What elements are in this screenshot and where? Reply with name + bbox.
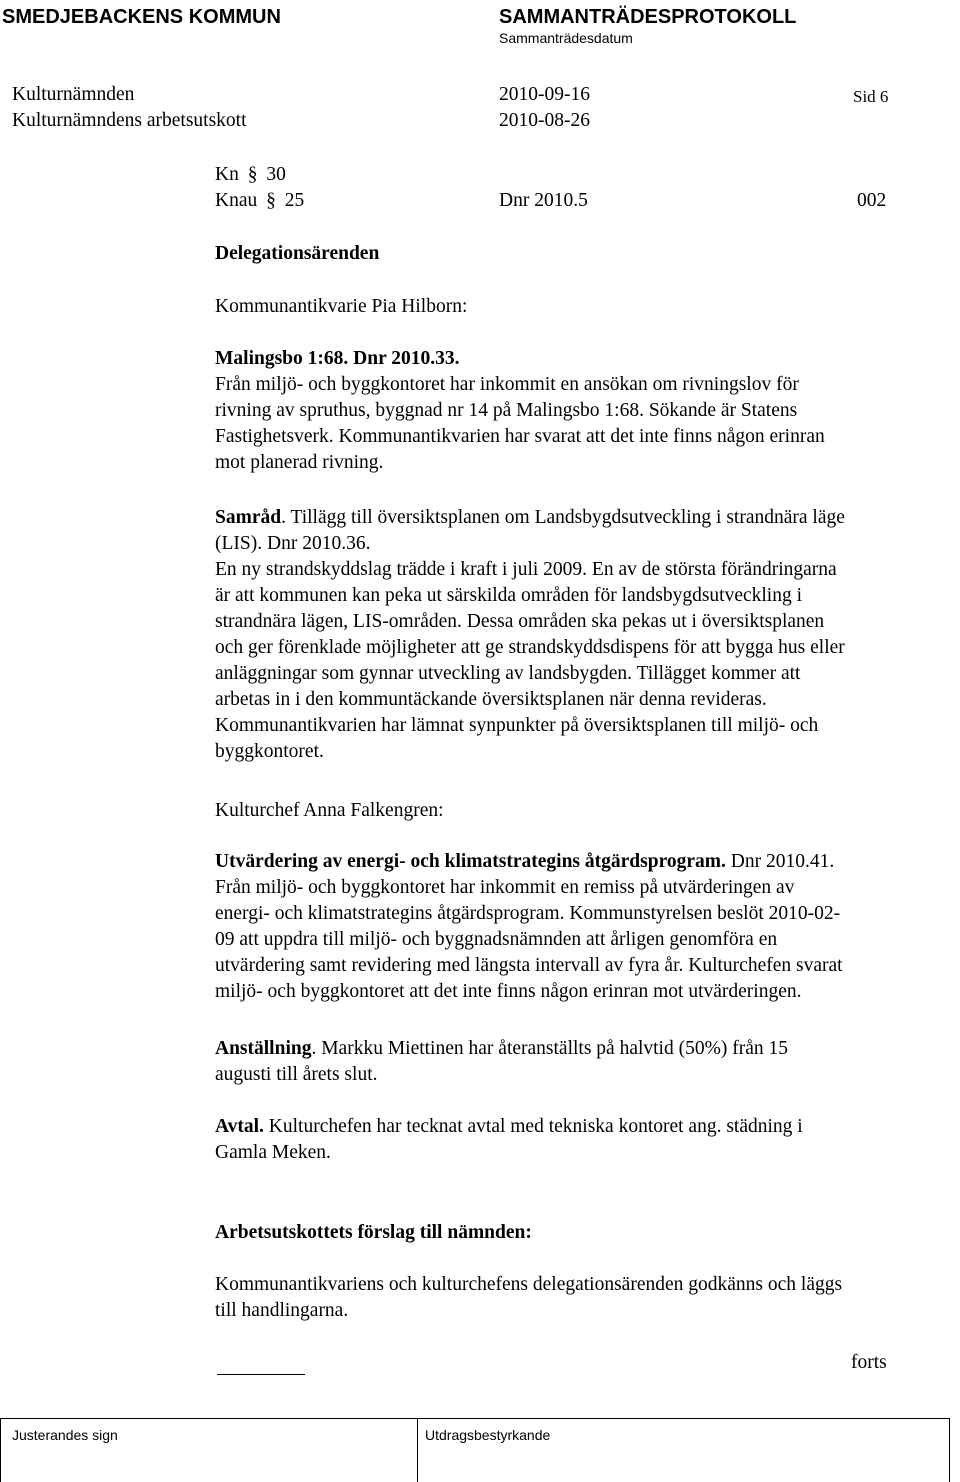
paragraph-line: Fastighetsverk. Kommunantikvarien har svarat att det inte finns någon erinran — [215, 426, 825, 447]
item-employment — [215, 1036, 788, 1088]
footer-utdragsbestyrkande: Utdragsbestyrkande — [425, 1427, 551, 1443]
paragraph-line — [215, 849, 843, 875]
continued-label: forts — [851, 1352, 887, 1373]
signature-line — [217, 1374, 305, 1375]
footer-justerandes-sign: Justerandes sign — [12, 1427, 118, 1443]
paragraph-line: är att kommunen kan peka ut särskilda områden för landsbygdsutveckling i — [215, 585, 803, 606]
paragraph-line: till handlingarna. — [215, 1300, 349, 1321]
paragraph-line: (LIS). Dnr 2010.36. — [215, 533, 371, 554]
paragraph-line — [215, 505, 845, 531]
paragraph-line: 09 att uppdra till miljö- och byggnadsnämnden att årligen genomföra en — [215, 929, 778, 950]
item-heading: Utvärdering av energi- och klimatstrategins åtgärdsprogram. — [215, 851, 726, 872]
committee-date: 2010-09-16 — [499, 84, 590, 105]
paragraph-line: Kommunantikvariens och kulturchefens delegationsärenden godkänns och läggs — [215, 1274, 843, 1295]
committee-name: Kulturnämnden — [12, 84, 135, 105]
paragraph-line: Kommunantikvarien har lämnat synpunkter på översiktsplanen till miljö- och — [215, 715, 819, 736]
section-title: Delegationsärenden — [215, 243, 380, 264]
paragraph-line: och ger förenklade möjligheter att ge strandskyddsdispens för att bygga hus eller — [215, 637, 845, 658]
proposal-heading: Arbetsutskottets förslag till nämnden: — [215, 1222, 532, 1243]
paragraph-line-text: Dnr 2010.41. — [725, 851, 835, 872]
item-heading: Anställning — [215, 1038, 312, 1059]
case-dnr: Dnr 2010.5 — [499, 190, 588, 211]
paragraph-line: energi- och klimatstrategins åtgärdsprogram. Kommunstyrelsen beslöt 2010-02- — [215, 903, 841, 924]
subcommittee-date: 2010-08-26 — [499, 110, 590, 131]
kn-number: 30 — [266, 164, 286, 185]
knau-label: Knau — [215, 190, 258, 211]
footer-border-middle — [417, 1418, 418, 1482]
paragraph-line — [215, 1036, 788, 1062]
kn-paragraph — [215, 164, 286, 186]
paragraph-line: miljö- och byggkontoret att det inte finns någon erinran mot utvärderingen. — [215, 981, 802, 1002]
paragraph-line: Gamla Meken. — [215, 1142, 331, 1163]
paragraph-line: byggkontoret. — [215, 741, 324, 762]
item-samrad — [215, 505, 845, 765]
kn-label: Kn — [215, 164, 239, 185]
item-agreement — [215, 1114, 803, 1166]
paragraph-line-text: Kulturchefen har tecknat avtal med tekniska kontoret ang. städning i — [263, 1116, 803, 1137]
paragraph-line: Från miljö- och byggkontoret har inkommit en remiss på utvärderingen av — [215, 877, 795, 898]
document-type: SAMMANTRÄDESPROTOKOLL — [499, 6, 797, 28]
paragraph-line: Från miljö- och byggkontoret har inkommit en ansökan om rivningslov för — [215, 374, 799, 395]
paragraph-line: augusti till årets slut. — [215, 1064, 378, 1085]
paragraph-line: En ny strandskyddslag trädde i kraft i juli 2009. En av de största förändringarna — [215, 559, 837, 580]
meeting-date-label: Sammanträdesdatum — [499, 30, 633, 46]
footer-border-right — [949, 1418, 950, 1482]
knau-paragraph — [215, 190, 304, 212]
speaker-antiquarian: Kommunantikvarie Pia Hilborn: — [215, 296, 468, 317]
proposal-text — [215, 1272, 842, 1324]
page-number: Sid 6 — [853, 87, 889, 106]
paragraph-line: utvärdering samt revidering med längsta intervall av fyra år. Kulturchefen svarat — [215, 955, 843, 976]
paragraph-line: strandnära lägen, LIS-områden. Dessa områden ska pekas ut i översiktsplanen — [215, 611, 825, 632]
paragraph-line-text: . Tillägg till översiktsplanen om Landsbygdsutveckling i strandnära läge — [281, 507, 845, 528]
paragraph-line-text: . Markku Miettinen har återanställts på halvtid (50%) från 15 — [311, 1038, 788, 1059]
paragraph-line — [215, 1114, 803, 1140]
item-heading-text: Malingsbo 1:68. Dnr 2010.33. — [215, 348, 460, 369]
section-symbol: § — [247, 164, 258, 185]
item-heading — [215, 346, 825, 372]
paragraph-line: rivning av spruthus, byggnad nr 14 på Malingsbo 1:68. Sökande är Statens — [215, 400, 798, 421]
section-symbol: § — [266, 190, 276, 211]
footer-divider — [0, 1418, 950, 1419]
knau-number: 25 — [284, 190, 305, 211]
subcommittee-name: Kulturnämndens arbetsutskott — [12, 110, 247, 131]
municipality-name: SMEDJEBACKENS KOMMUN — [2, 6, 281, 28]
case-code: 002 — [857, 190, 887, 211]
item-heading: Avtal. — [215, 1116, 264, 1137]
item-heading: Samråd — [215, 507, 282, 528]
item-energy-strategy — [215, 849, 843, 1005]
paragraph-line: arbetas in i den kommuntäckande översiktsplanen när denna revideras. — [215, 689, 767, 710]
paragraph-line: mot planerad rivning. — [215, 452, 384, 473]
paragraph-line: anläggningar som gynnar utveckling av landsbygden. Tillägget kommer att — [215, 663, 801, 684]
item-malingsbo — [215, 346, 825, 476]
speaker-culture-chief: Kulturchef Anna Falkengren: — [215, 800, 444, 821]
footer-border-left — [0, 1418, 1, 1482]
